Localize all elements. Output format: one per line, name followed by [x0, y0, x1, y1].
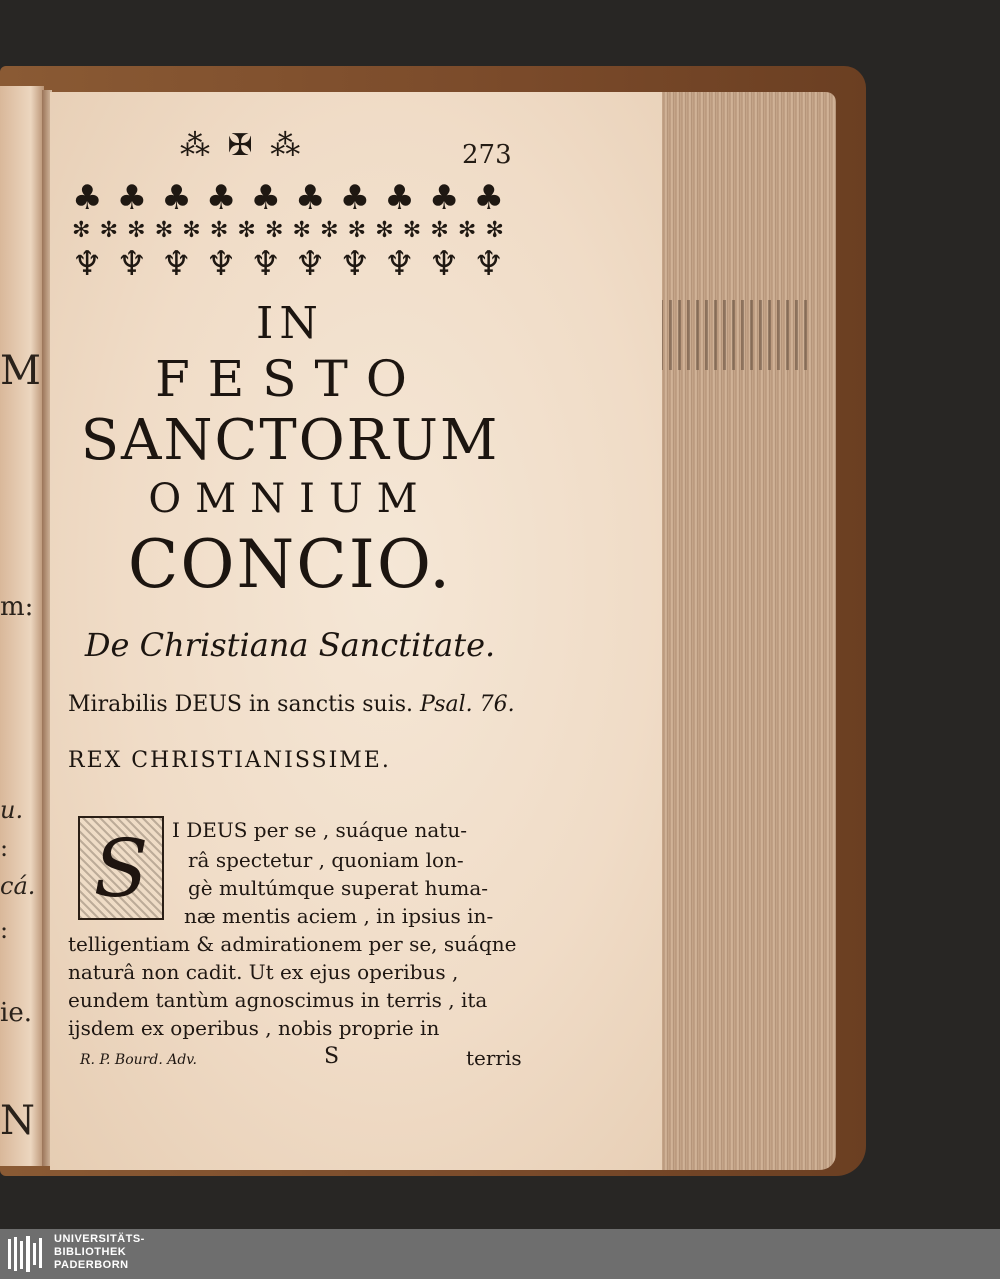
title-line: OMNIUM	[148, 476, 432, 522]
left-fragment: m:	[0, 592, 34, 622]
ornament-band-icon: ♣ ♣ ♣ ♣ ♣ ♣ ♣ ♣ ♣ ♣	[72, 178, 504, 218]
drop-cap: S	[78, 816, 164, 920]
body-line: râ spectetur , quoniam lon-	[188, 848, 464, 872]
title-line: CONCIO.	[127, 526, 453, 603]
left-fragment: M	[0, 348, 41, 394]
page-number: 273	[462, 140, 512, 170]
left-fragment: u.	[0, 796, 24, 824]
address-line: REX CHRISTIANISSIME.	[68, 748, 391, 773]
catchword: terris	[466, 1046, 522, 1070]
body-line: ijsdem ex operibus , nobis proprie in	[68, 1016, 440, 1040]
body-line: eundem tantùm agnoscimus in terris , ita	[68, 988, 488, 1012]
title-line: IN	[256, 298, 324, 349]
verse-reference: Psal. 76.	[420, 692, 515, 717]
title-line: FESTO	[155, 350, 425, 408]
left-page	[0, 86, 44, 1166]
left-fragment: ie.	[0, 998, 32, 1028]
ornament-band-icon: ♆ ♆ ♆ ♆ ♆ ♆ ♆ ♆ ♆ ♆	[72, 244, 504, 284]
title-line: SANCTORUM	[80, 408, 500, 473]
left-fragment: cá.	[0, 872, 36, 900]
body-line: næ mentis aciem , in ipsius in-	[184, 904, 494, 928]
signature-letter: S	[324, 1044, 340, 1069]
page-edges	[656, 92, 836, 1170]
left-fragment: :	[0, 834, 9, 862]
signature-mark: R. P. Bourd. Adv.	[80, 1052, 197, 1068]
body-line: naturâ non cadit. Ut ex ejus operibus ,	[68, 960, 459, 984]
library-logo-icon	[6, 1235, 46, 1273]
verse-text: Mirabilis DEUS in sanctis suis.	[68, 692, 414, 717]
body-line: gè multúmque superat huma-	[188, 876, 489, 900]
body-line: telligentiam & admirationem per se, suáqne	[68, 932, 517, 956]
left-fragment: N	[0, 1098, 35, 1144]
left-fragment: :	[0, 916, 9, 944]
library-name-line: PADERBORN	[54, 1259, 129, 1271]
scripture-verse	[68, 692, 515, 717]
footer-bar	[0, 1229, 1000, 1279]
body-line: I DEUS per se , suáque natu-	[172, 818, 467, 842]
library-name-line: UNIVERSITÄTS-	[54, 1233, 145, 1245]
library-name	[54, 1233, 145, 1272]
ornament-rosette-row-icon: ✻ ✻ ✻ ✻ ✻ ✻ ✻ ✻ ✻ ✻ ✻ ✻ ✻ ✻ ✻ ✻	[72, 218, 504, 243]
subtitle: De Christiana Sanctitate.	[84, 626, 496, 664]
edge-marking	[660, 300, 810, 370]
library-name-line: BIBLIOTHEK	[54, 1246, 127, 1258]
headpiece-ornament-icon: ⁂ ✠ ⁂	[180, 128, 305, 163]
